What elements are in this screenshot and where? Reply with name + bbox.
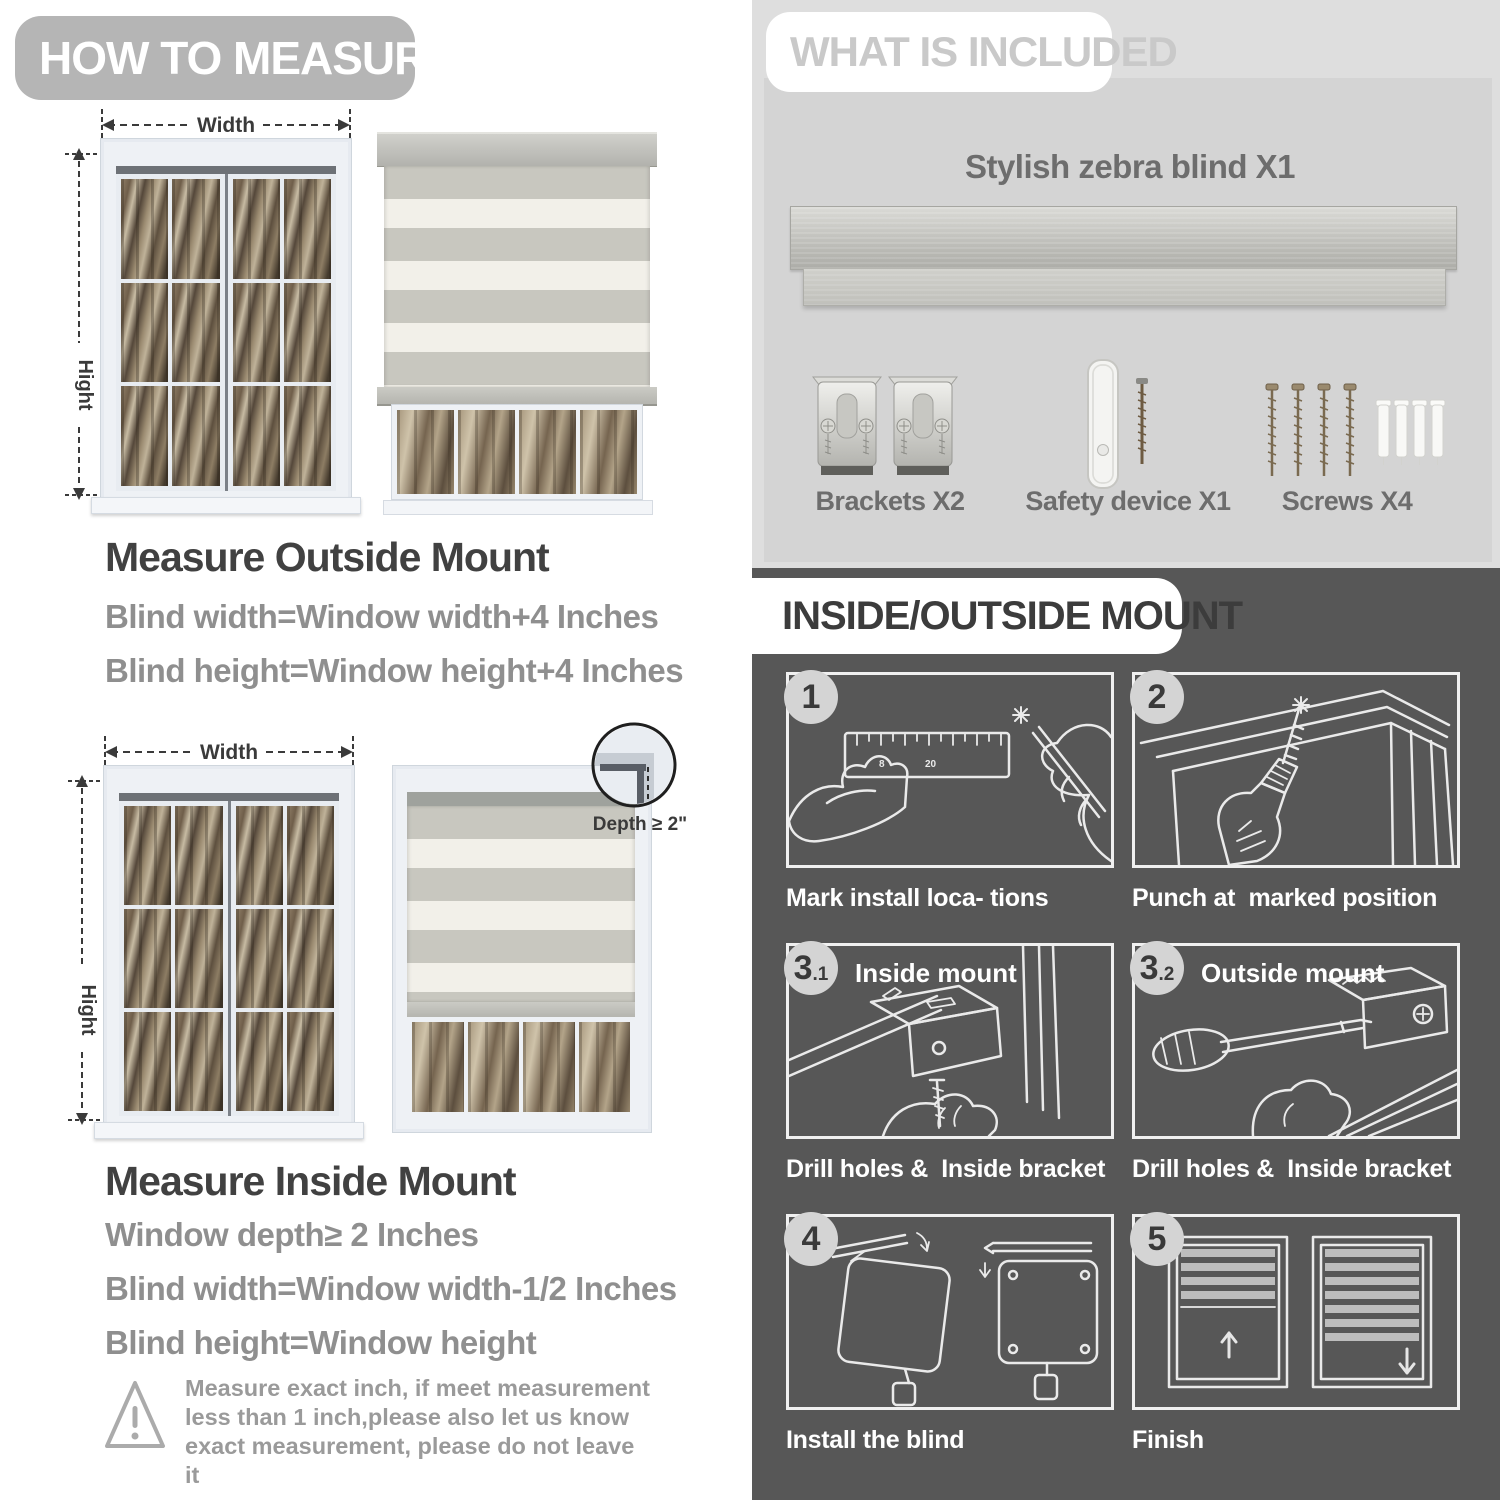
inside-outside-mount-title: INSIDE/OUTSIDE MOUNT — [782, 593, 1243, 638]
finish-blinds-illustration — [1135, 1217, 1457, 1407]
step-caption-4: Install the blind — [786, 1426, 965, 1454]
item-label-brackets: Brackets X2 — [815, 486, 965, 516]
window-roller-shade — [116, 166, 336, 174]
blind-cassette — [377, 132, 657, 167]
inside-mount-line-3: Blind height=Window height — [105, 1324, 537, 1361]
magnifier-icon — [588, 721, 684, 815]
step-caption-5: Finish — [1132, 1426, 1204, 1454]
inside-outside-mount-header — [752, 578, 1243, 654]
item-label-safety-device: Safety device X1 — [1025, 486, 1231, 516]
window-doors — [116, 174, 336, 491]
inside-mount-title: Measure Inside Mount — [105, 1158, 516, 1204]
bracket-icon — [888, 368, 958, 486]
height-label: Hight — [74, 359, 96, 411]
inside-mount-line-1: Window depth≥ 2 Inches — [105, 1216, 479, 1253]
step-caption-3-1: Drill holes & Inside bracket — [786, 1155, 1106, 1183]
step-caption-1: Mark install loca- tions — [786, 884, 1049, 912]
height-annotation — [66, 772, 102, 1128]
install-blind-illustration — [789, 1217, 1111, 1407]
inside-mount-line-2: Blind width=Window width-1/2 Inches — [105, 1270, 677, 1307]
step-caption-2: Punch at marked position — [1132, 884, 1438, 912]
ruler-marking-illustration — [789, 675, 1111, 865]
step-title-3-2: Outside mount — [1201, 958, 1385, 988]
step-title-3-1: Inside mount — [855, 958, 1017, 988]
what-is-included-header — [766, 12, 1177, 92]
safety-device-icon — [1080, 356, 1180, 496]
outside-mount-title: Measure Outside Mount — [105, 534, 549, 580]
window-door-left — [116, 174, 225, 491]
step-badge-4: 4 — [784, 1212, 838, 1266]
width-annotation — [99, 732, 359, 768]
window-door-right — [228, 174, 337, 491]
outside-mount-line-2: Blind height=Window height+4 Inches — [105, 652, 684, 689]
screws-icon — [1262, 380, 1452, 484]
drill-illustration — [1135, 675, 1457, 865]
how-to-measure-header — [15, 16, 457, 100]
outside-mount-line-1: Blind width=Window width+4 Inches — [105, 598, 659, 635]
step-panel-5 — [1132, 1214, 1460, 1410]
height-label: Hight — [77, 984, 99, 1036]
step-caption-3-2: Drill holes & Inside bracket — [1132, 1155, 1452, 1183]
window-bottom-view — [407, 1017, 635, 1117]
step-badge-5: 5 — [1130, 1212, 1184, 1266]
step-badge-3-2: 3 .2 — [1130, 941, 1184, 995]
svg-text:8: 8 — [879, 759, 885, 770]
height-annotation — [63, 145, 99, 503]
step-badge-2: 2 — [1130, 670, 1184, 724]
step-panel-3-1 — [786, 943, 1114, 1139]
svg-text:20: 20 — [925, 759, 937, 770]
width-label: Width — [196, 114, 256, 137]
window-bottom-view — [391, 404, 643, 500]
depth-note: Depth ≥ 2" — [592, 814, 688, 835]
window-sill — [91, 497, 361, 514]
zebra-blind-outside-illustration — [377, 132, 657, 513]
how-to-measure-title: HOW TO MEASURE — [39, 32, 457, 84]
warning-icon — [103, 1376, 167, 1454]
step-badge-1: 1 — [784, 670, 838, 724]
warning-text: Measure exact inch, if meet measurement less than 1 inch,please also let us know exact measurement, please do not leave it — [185, 1375, 650, 1488]
step-panel-2 — [1132, 672, 1460, 868]
what-is-included-title: WHAT IS INCLUDED — [790, 28, 1177, 75]
inside-mount-window-illustration — [77, 741, 355, 1133]
product-label: Stylish zebra blind X1 — [964, 148, 1296, 185]
headrail-strip — [803, 269, 1446, 306]
step-panel-3-2 — [1132, 943, 1460, 1139]
window-bottom-sill — [383, 500, 653, 515]
step-badge-3-1: 3 .1 — [784, 941, 838, 995]
step-panel-1 — [786, 672, 1114, 868]
headrail-illustration — [790, 206, 1457, 270]
outside-mount-window-illustration — [74, 114, 352, 508]
width-label: Width — [199, 741, 259, 764]
width-annotation — [96, 105, 356, 141]
bracket-icon — [812, 368, 882, 486]
item-label-screws: Screws X4 — [1281, 486, 1413, 516]
step-panel-4 — [786, 1214, 1114, 1410]
blind-fabric — [384, 166, 650, 387]
